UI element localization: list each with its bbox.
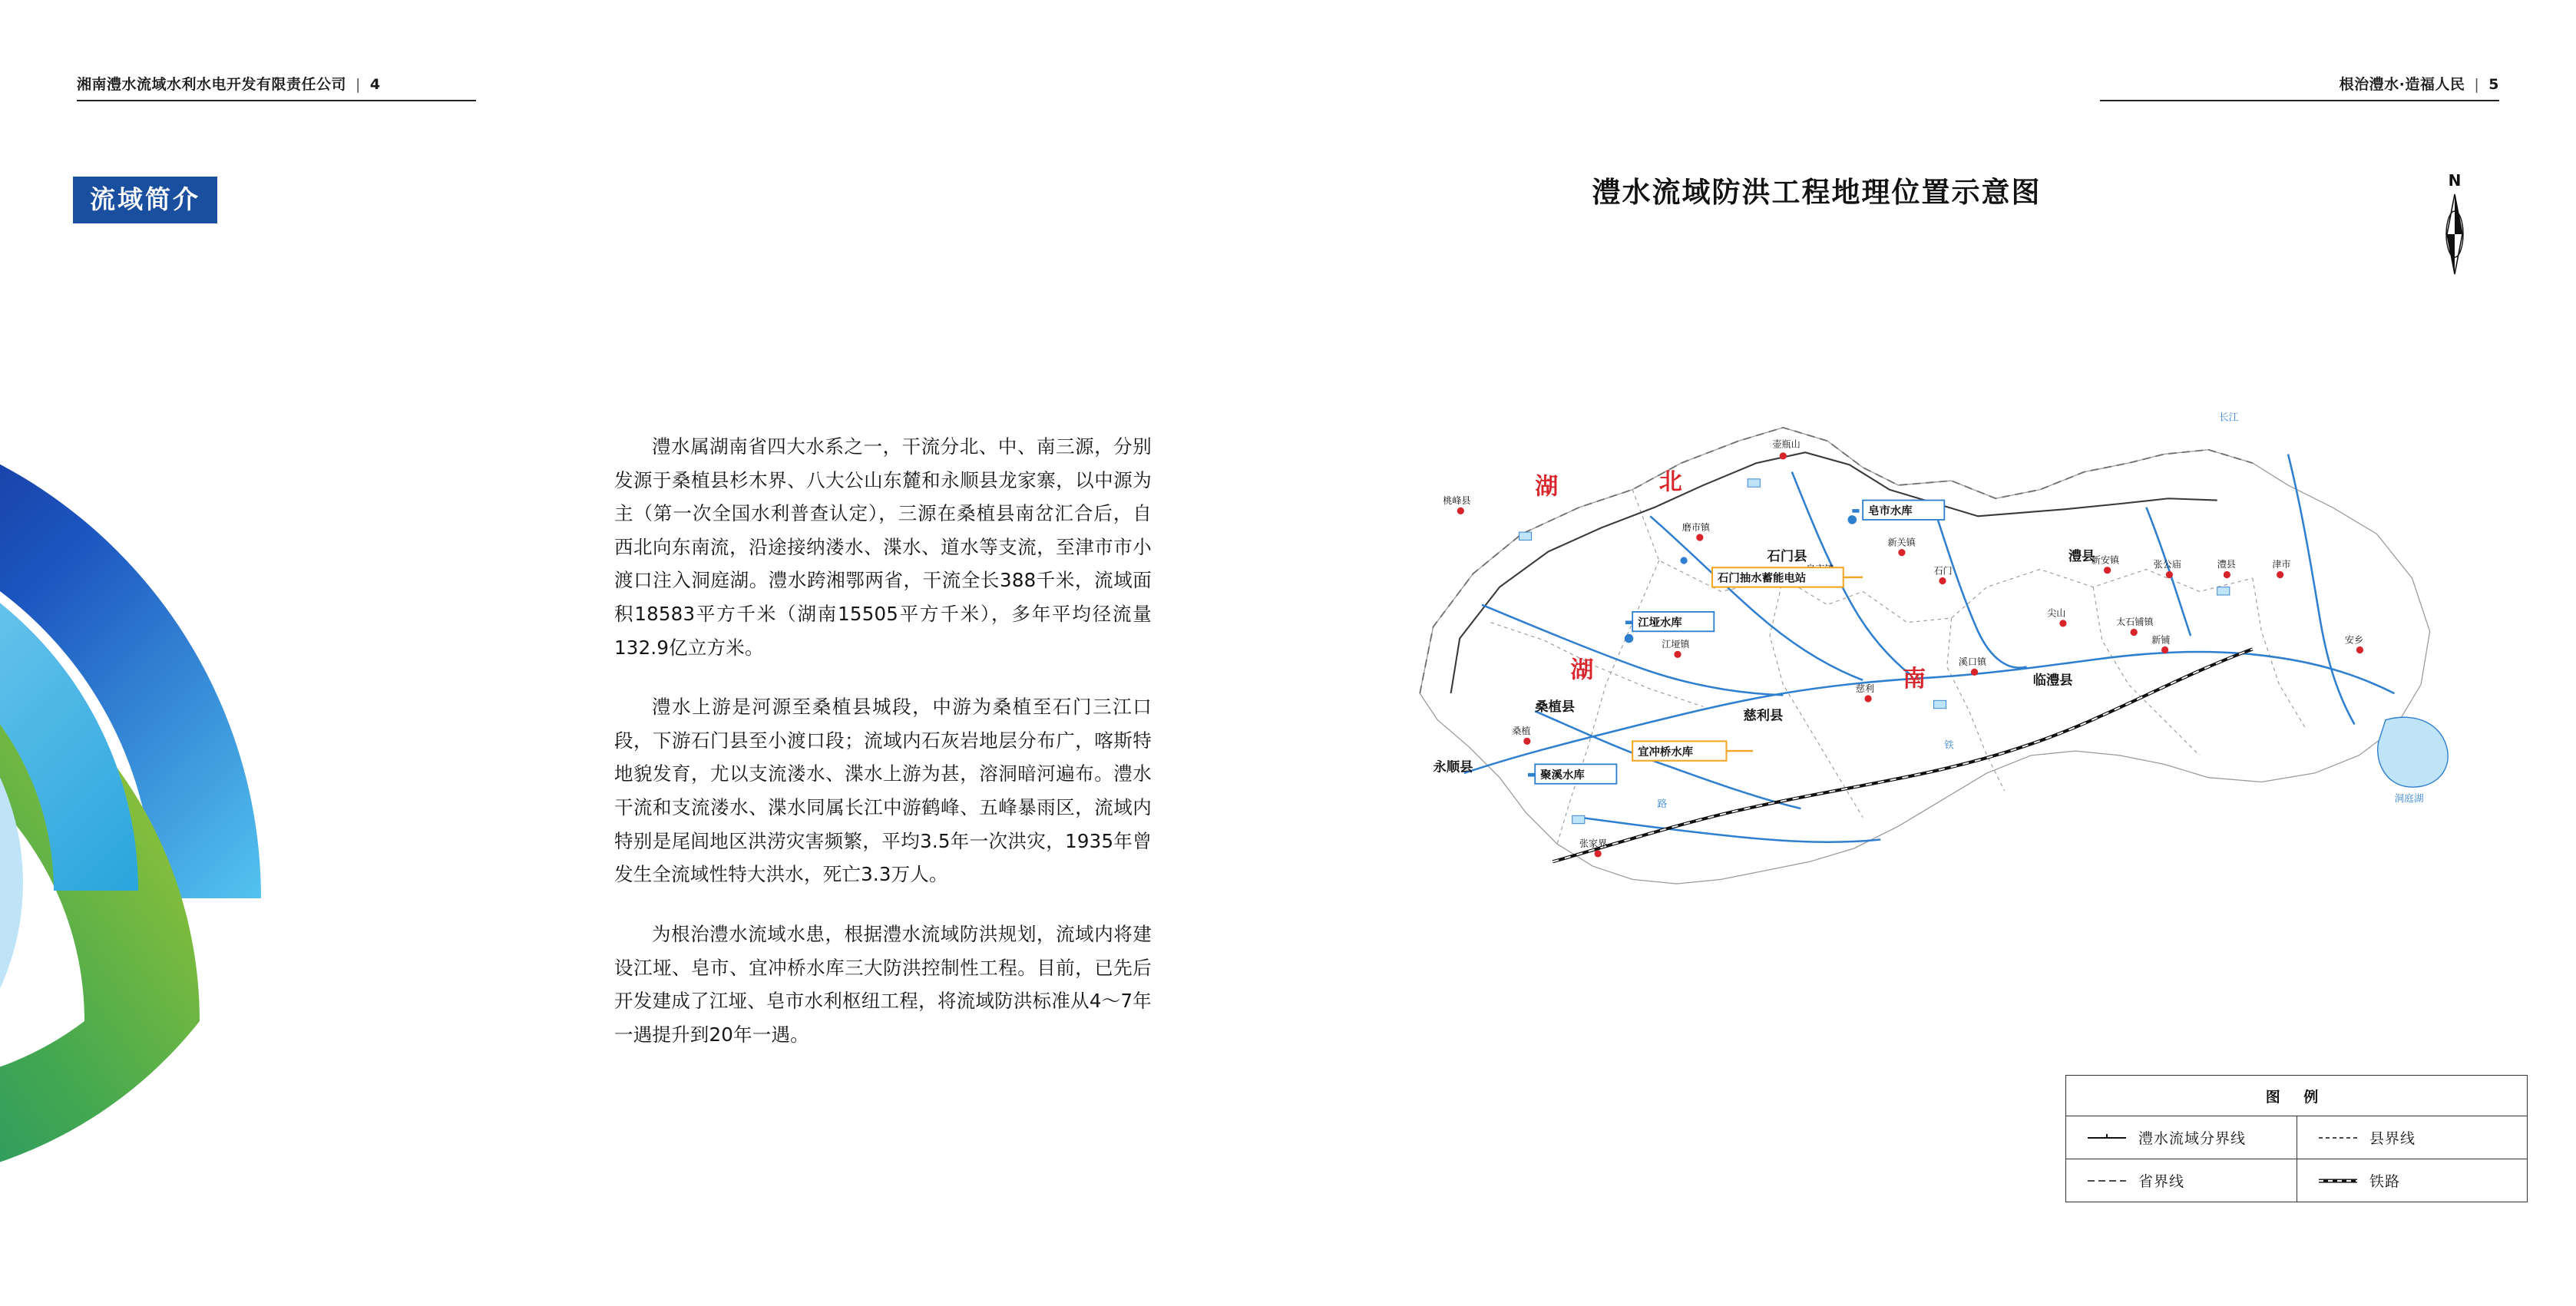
running-head-rule-left (77, 100, 476, 101)
town-label: 太石铺镇 (2116, 617, 2154, 628)
county-boundary-icon (2317, 1132, 2359, 1143)
running-head-left-text: 湘南澧水流域水利水电开发有限责任公司 (77, 76, 347, 93)
power-station-label: 石门抽水蓄能电站 (1717, 572, 1807, 585)
running-head-right-text: 根治澧水·造福人民 (2339, 76, 2465, 93)
legend-label: 铁路 (2369, 1173, 2401, 1190)
railway-icon (2317, 1175, 2359, 1186)
section-title-tag: 流域简介 (73, 177, 217, 223)
running-head-rule-right (2100, 100, 2499, 101)
compass-needle-icon (2433, 188, 2476, 280)
page-number-right: 5 (2488, 76, 2499, 93)
map-lake-dongting (2378, 717, 2448, 787)
watershed-boundary-icon (2086, 1132, 2128, 1143)
county-label: 石门县 (1767, 549, 1807, 564)
map-title: 澧水流域防洪工程地理位置示意图 (1592, 176, 2042, 209)
legend-title: 图 例 (2066, 1076, 2527, 1116)
body-paragraph-3: 为根治澧水流域水患，根据澧水流域防洪规划，流域内将建设江垭、皂市、宜冲桥水库三大防洪控制性工程。目前，已先后开发建成了江垭、皂市水利枢纽工程，将流域防洪标准从4～7年一遇提升到20年一遇。 (614, 922, 1152, 1046)
running-head-left (77, 73, 381, 94)
legend-row (2066, 1159, 2527, 1202)
county-label: 桑植县 (1535, 699, 1576, 716)
legend-item-province-boundary (2066, 1159, 2297, 1202)
province-label: 北 (1658, 468, 1682, 496)
compass-north-label: N (2448, 171, 2462, 190)
town-label: 澧县 (2217, 559, 2236, 570)
county-label: 临澧县 (2032, 673, 2073, 689)
map-figure (1367, 330, 2518, 1021)
railway-label: 路 (1657, 797, 1668, 809)
province-label: 湖 (1570, 656, 1594, 684)
town-label: 桃峰县 (1443, 495, 1471, 507)
reservoir-label: 宜冲桥水库 (1638, 746, 1694, 759)
province-boundary-icon (2086, 1175, 2128, 1186)
town-label: 新关镇 (1887, 537, 1916, 548)
railway-label: 铁 (1944, 739, 1954, 751)
town-label: 壶瓶山 (1772, 438, 1801, 450)
compass-rose (2433, 173, 2476, 296)
map-legend (2065, 1075, 2528, 1202)
reservoir-label: 江垭水库 (1638, 617, 1682, 630)
province-label: 湖 (1535, 473, 1559, 501)
town-label: 新铺 (2151, 634, 2171, 646)
article-body (614, 430, 1152, 1077)
town-label: 江垭镇 (1662, 639, 1690, 650)
town-label: 磨市镇 (1682, 521, 1711, 533)
town-label: 新安镇 (2091, 554, 2120, 566)
town-label: 津市 (2272, 559, 2291, 570)
running-head-separator: | (355, 76, 361, 93)
town-label: 桑植 (1512, 726, 1531, 737)
reservoir-label: 皂市水库 (1868, 505, 1913, 517)
town-label: 石门 (1933, 565, 1953, 577)
body-paragraph-1: 澧水属湖南省四大水系之一，干流分北、中、南三源，分别发源于桑植县杉木界、八大公山东麓和永顺县龙家寨，以中源为主（第一次全国水利普查认定），三源在桑植县南岔汇合后，自西北向东南流，沿途接纳溇水、渫水、道水等支流，至津市市小渡口注入洞庭湖。澧水跨湘鄂两省，干流全长388千米，流域面积18583平方千米（湖南15505平方千米），多年平均径流量132.9亿立方米。 (614, 435, 1152, 659)
county-label: 澧县 (2068, 549, 2095, 564)
decorative-swirl (0, 399, 507, 1182)
legend-item-watershed-boundary (2066, 1116, 2297, 1159)
legend-label: 澧水流域分界线 (2138, 1130, 2247, 1147)
county-label: 永顺县 (1433, 759, 1473, 775)
town-label: 慈利 (1855, 683, 1875, 694)
county-label: 慈利县 (1743, 708, 1784, 724)
legend-item-railway (2297, 1159, 2527, 1202)
reservoir-label: 聚溪水库 (1540, 769, 1585, 782)
map-basemap (1420, 428, 2429, 884)
town-label: 尖山 (2047, 607, 2066, 619)
lake-label: 洞庭湖 (2394, 792, 2424, 804)
river-label: 长江 (2219, 411, 2239, 423)
town-label: 溪口镇 (1958, 656, 1987, 668)
legend-row (2066, 1116, 2527, 1159)
page-number-left: 4 (369, 76, 381, 93)
running-head-separator-right: | (2474, 76, 2480, 93)
legend-label: 省界线 (2138, 1173, 2185, 1190)
town-label: 安乡 (2344, 634, 2364, 646)
lishui-basin-map (1367, 330, 2518, 1021)
town-label: 张公庙 (2153, 559, 2181, 570)
legend-label: 县界线 (2369, 1130, 2416, 1147)
legend-item-county-boundary (2297, 1116, 2527, 1159)
province-label: 南 (1903, 665, 1926, 693)
town-label: 张家界 (1579, 838, 1608, 849)
body-paragraph-2: 澧水上游是河源至桑植县城段，中游为桑植至石门三江口段，下游石门县至小渡口段；流域内石灰岩地层分布广，喀斯特地貌发育，尤以支流溇水、渫水上游为甚，溶洞暗河遍布。澧水干流和支流溇水、渫水同属长江中游鹤峰、五峰暴雨区，流域内特别是尾闾地区洪涝灾害频繁，平均3.5年一次洪灾，1935年曾发生全流域性特大洪水，死亡3.3万人。 (614, 696, 1152, 886)
running-head-right (2340, 73, 2499, 94)
